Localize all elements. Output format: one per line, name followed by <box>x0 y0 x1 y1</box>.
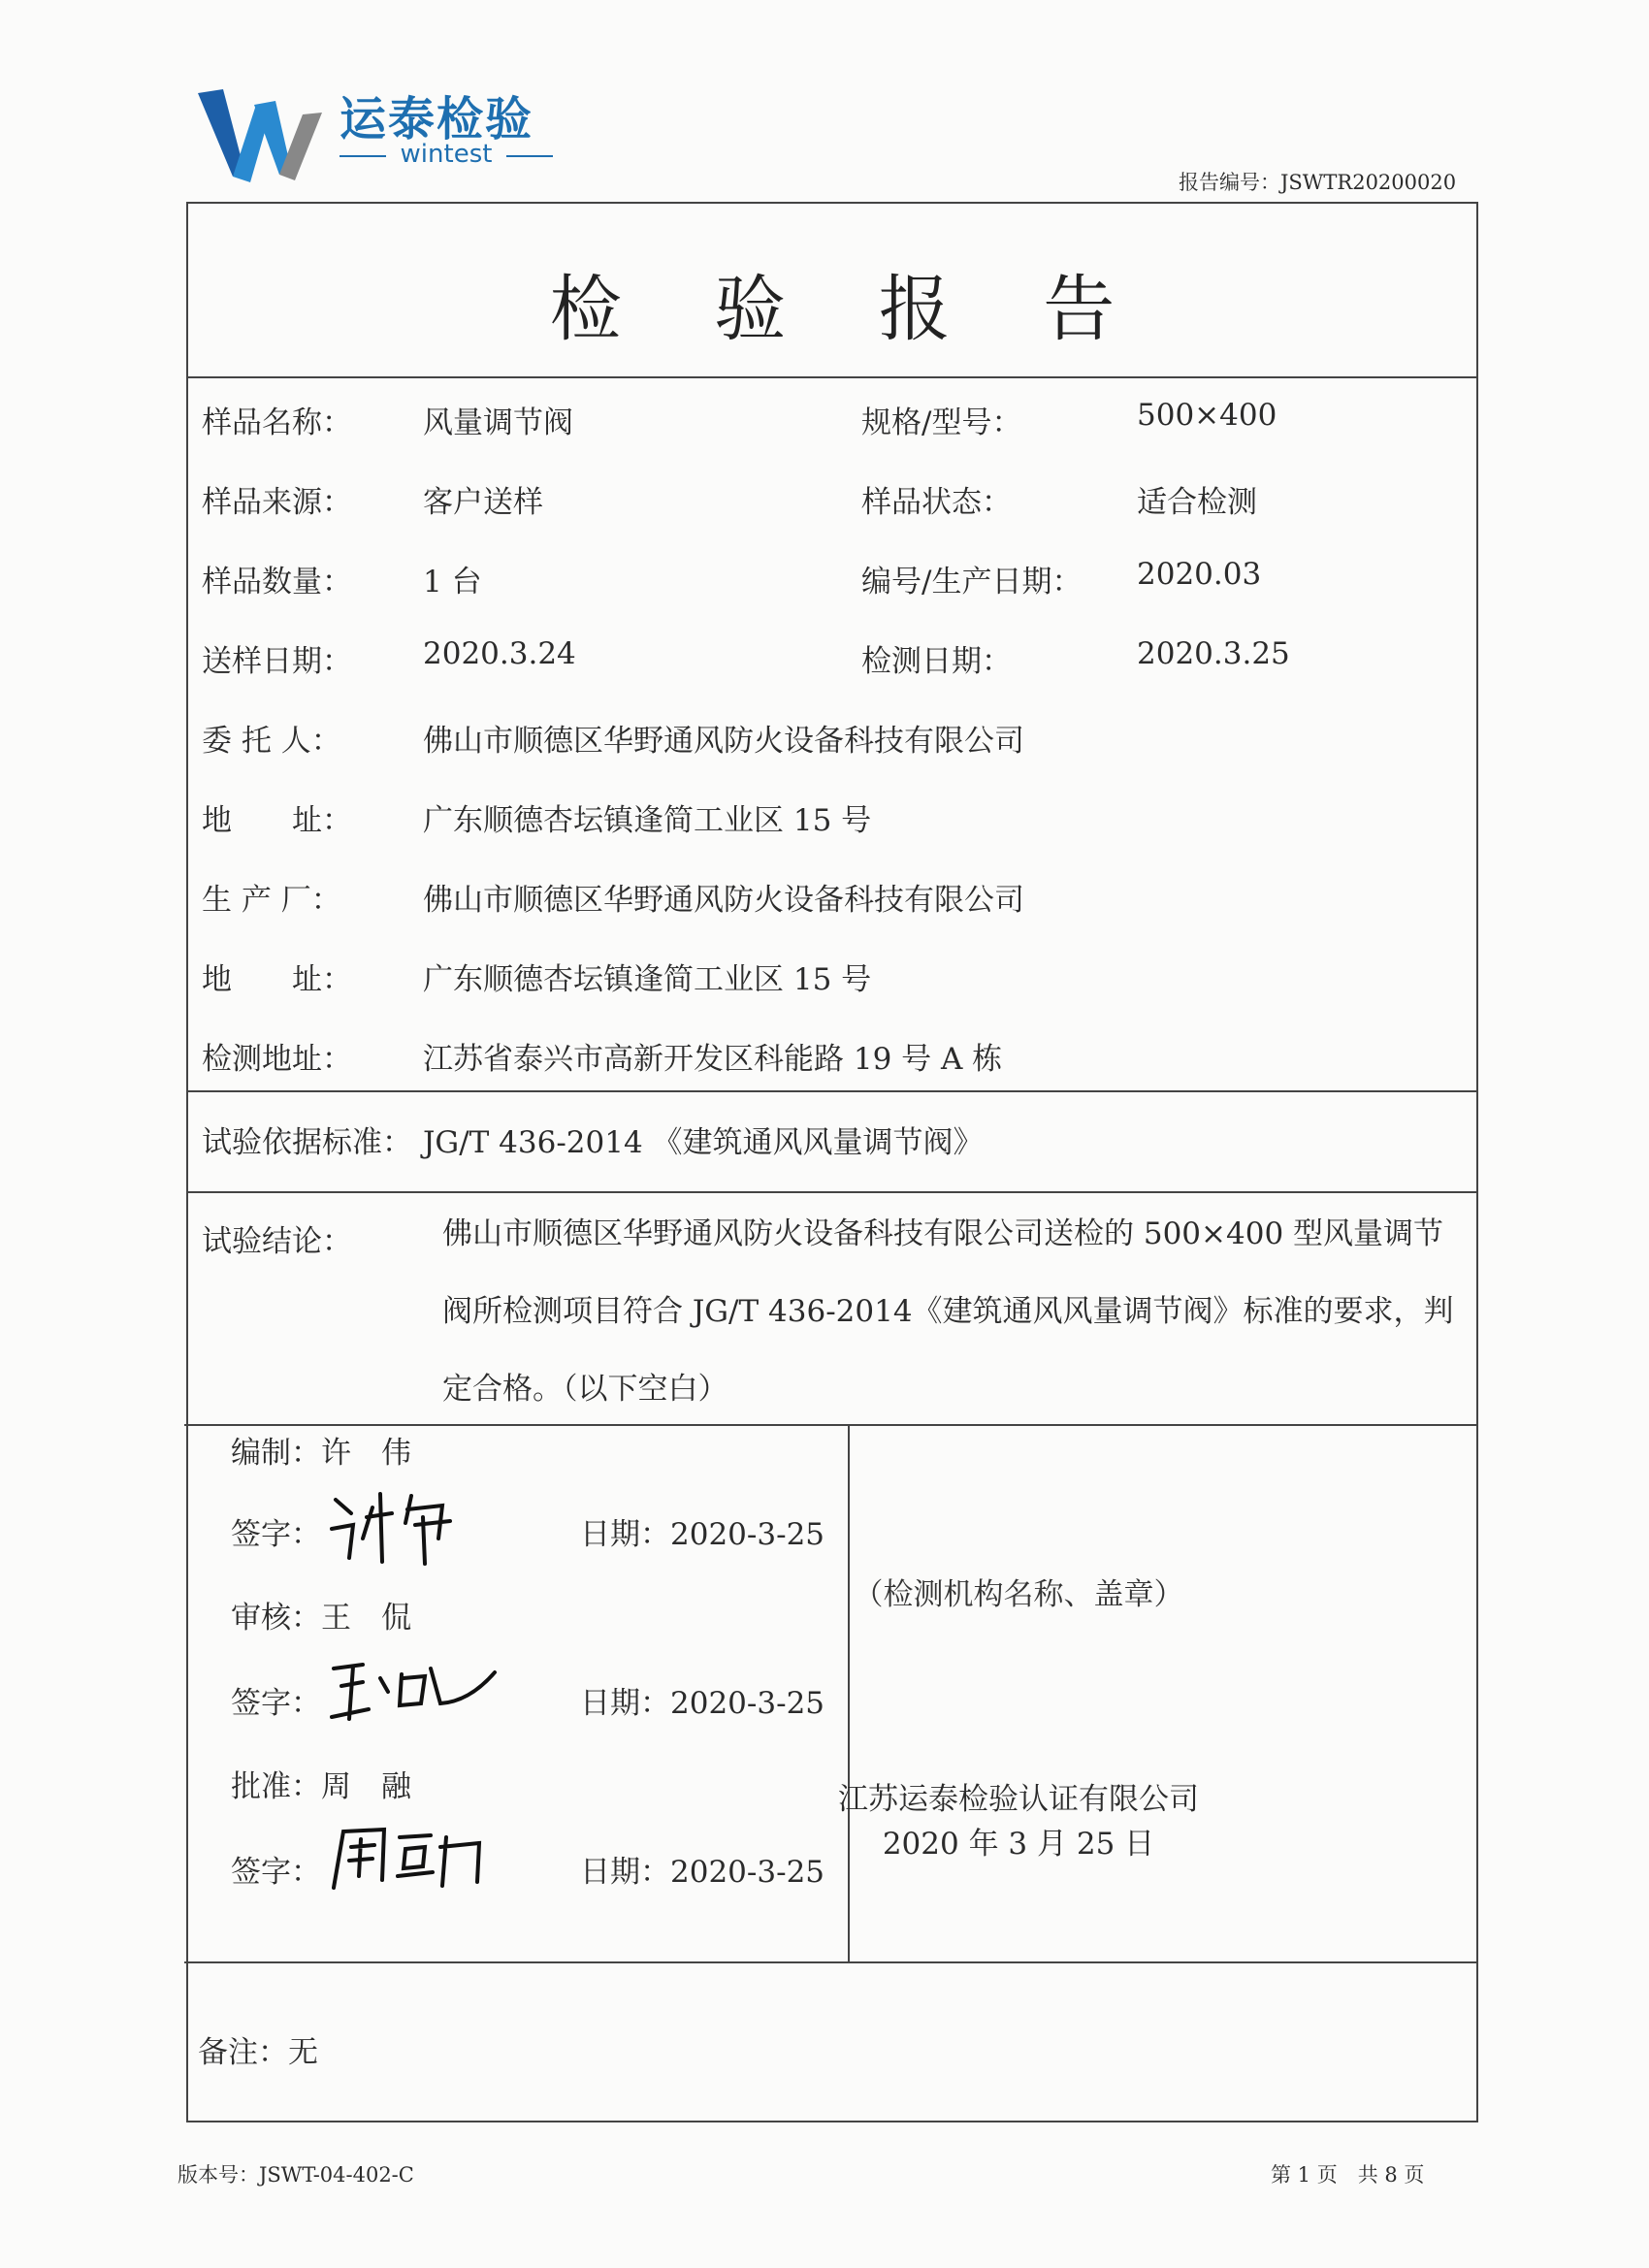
divider <box>848 1424 850 1961</box>
version-number: 版本号：JSWT-04-402-C <box>178 2163 414 2187</box>
client-address-value: 广东顺德杏坛镇逢简工业区 15 号 <box>423 803 872 838</box>
standard-label: 试验依据标准： <box>202 1125 412 1160</box>
client-value: 佛山市顺德区华野通风防火设备科技有限公司 <box>423 724 1024 759</box>
approver-signature-icon <box>324 1818 499 1895</box>
org-date: 2020 年 3 月 25 日 <box>882 1827 1155 1862</box>
compiler-sign-label: 签字： <box>231 1517 321 1552</box>
maker-address-value: 广东顺德杏坛镇逢简工业区 15 号 <box>423 962 872 997</box>
maker-address-label: 地 址： <box>202 962 352 997</box>
logo-mark-icon <box>194 76 330 192</box>
spec-label: 规格/型号： <box>861 405 1022 440</box>
site-value: 江苏省泰兴市高新开发区科能路 19 号 A 栋 <box>423 1042 1003 1077</box>
company-logo <box>194 76 592 192</box>
reviewer-sign-label: 签字： <box>231 1686 321 1721</box>
page-info: 第 1 页 共 8 页 <box>1271 2163 1425 2187</box>
client-address-label: 地 址： <box>202 803 352 838</box>
state-value: 适合检测 <box>1137 485 1257 520</box>
serial-value: 2020.03 <box>1137 557 1262 592</box>
divider <box>188 1090 1476 1092</box>
conclusion-label: 试验结论： <box>202 1224 352 1259</box>
reviewer-label <box>231 1593 411 1636</box>
review-date: 日期：2020-3-25 <box>580 1686 825 1721</box>
compiler-title: 编制： <box>231 1436 321 1471</box>
qty-value: 1 台 <box>423 565 482 599</box>
spec-value: 500×400 <box>1137 398 1277 433</box>
compiler-signature-icon <box>324 1480 479 1568</box>
approver-sign-label: 签字： <box>231 1855 321 1890</box>
report-number: 报告编号：JSWTR20200020 <box>1179 171 1457 194</box>
approve-date: 日期：2020-3-25 <box>580 1855 825 1890</box>
approver-label <box>231 1762 411 1805</box>
approver-title: 批准： <box>231 1769 321 1804</box>
approver-name: 周 融 <box>321 1769 411 1804</box>
send-date-label: 送样日期： <box>202 644 352 679</box>
state-label: 样品状态： <box>861 485 1012 520</box>
remark-title: 备注： <box>198 2035 288 2070</box>
serial-label: 编号/生产日期： <box>861 565 1083 599</box>
reviewer-signature-icon <box>324 1649 508 1727</box>
issuing-organization <box>786 1777 1251 1866</box>
sample-name-value: 风量调节阀 <box>423 405 573 440</box>
compiler-name: 许 伟 <box>321 1436 411 1471</box>
test-date-value: 2020.3.25 <box>1137 636 1290 671</box>
site-label: 检测地址： <box>202 1042 352 1077</box>
compiler-label <box>231 1428 411 1472</box>
remark-label <box>198 2027 318 2071</box>
divider <box>184 1961 1476 1963</box>
sample-name-label: 样品名称： <box>202 405 352 440</box>
source-label: 样品来源： <box>202 485 352 520</box>
maker-value: 佛山市顺德区华野通风防火设备科技有限公司 <box>423 883 1024 918</box>
send-date-value: 2020.3.24 <box>423 636 576 671</box>
standard-value: JG/T 436-2014 《建筑通风风量调节阀》 <box>423 1125 984 1160</box>
org-name: 江苏运泰检验认证有限公司 <box>838 1782 1199 1817</box>
divider <box>188 376 1476 378</box>
divider <box>188 1191 1476 1193</box>
logo-name-cn: 运泰检验 <box>340 92 534 146</box>
remark-value: 无 <box>288 2035 318 2070</box>
logo-name-en: wintest <box>340 140 553 169</box>
maker-label: 生 产 厂： <box>202 883 341 918</box>
reviewer-name: 王 侃 <box>321 1601 411 1636</box>
test-date-label: 检测日期： <box>861 644 1012 679</box>
divider <box>184 1424 1476 1426</box>
compile-date: 日期：2020-3-25 <box>580 1517 825 1552</box>
client-label: 委 托 人： <box>202 724 341 759</box>
source-value: 客户送样 <box>423 485 543 520</box>
conclusion-text: 佛山市顺德区华野通风防火设备科技有限公司送检的 500×400 型风量调节阀所检测项目符合 JG/T 436-2014《建筑通风风量调节阀》标准的要求，判定合格。（以下空白） <box>442 1216 1454 1407</box>
reviewer-title: 审核： <box>231 1601 321 1636</box>
qty-label: 样品数量： <box>202 565 352 599</box>
stamp-note: （检测机构名称、盖章） <box>853 1577 1184 1612</box>
report-title: 检 验 报 告 <box>549 268 1150 351</box>
